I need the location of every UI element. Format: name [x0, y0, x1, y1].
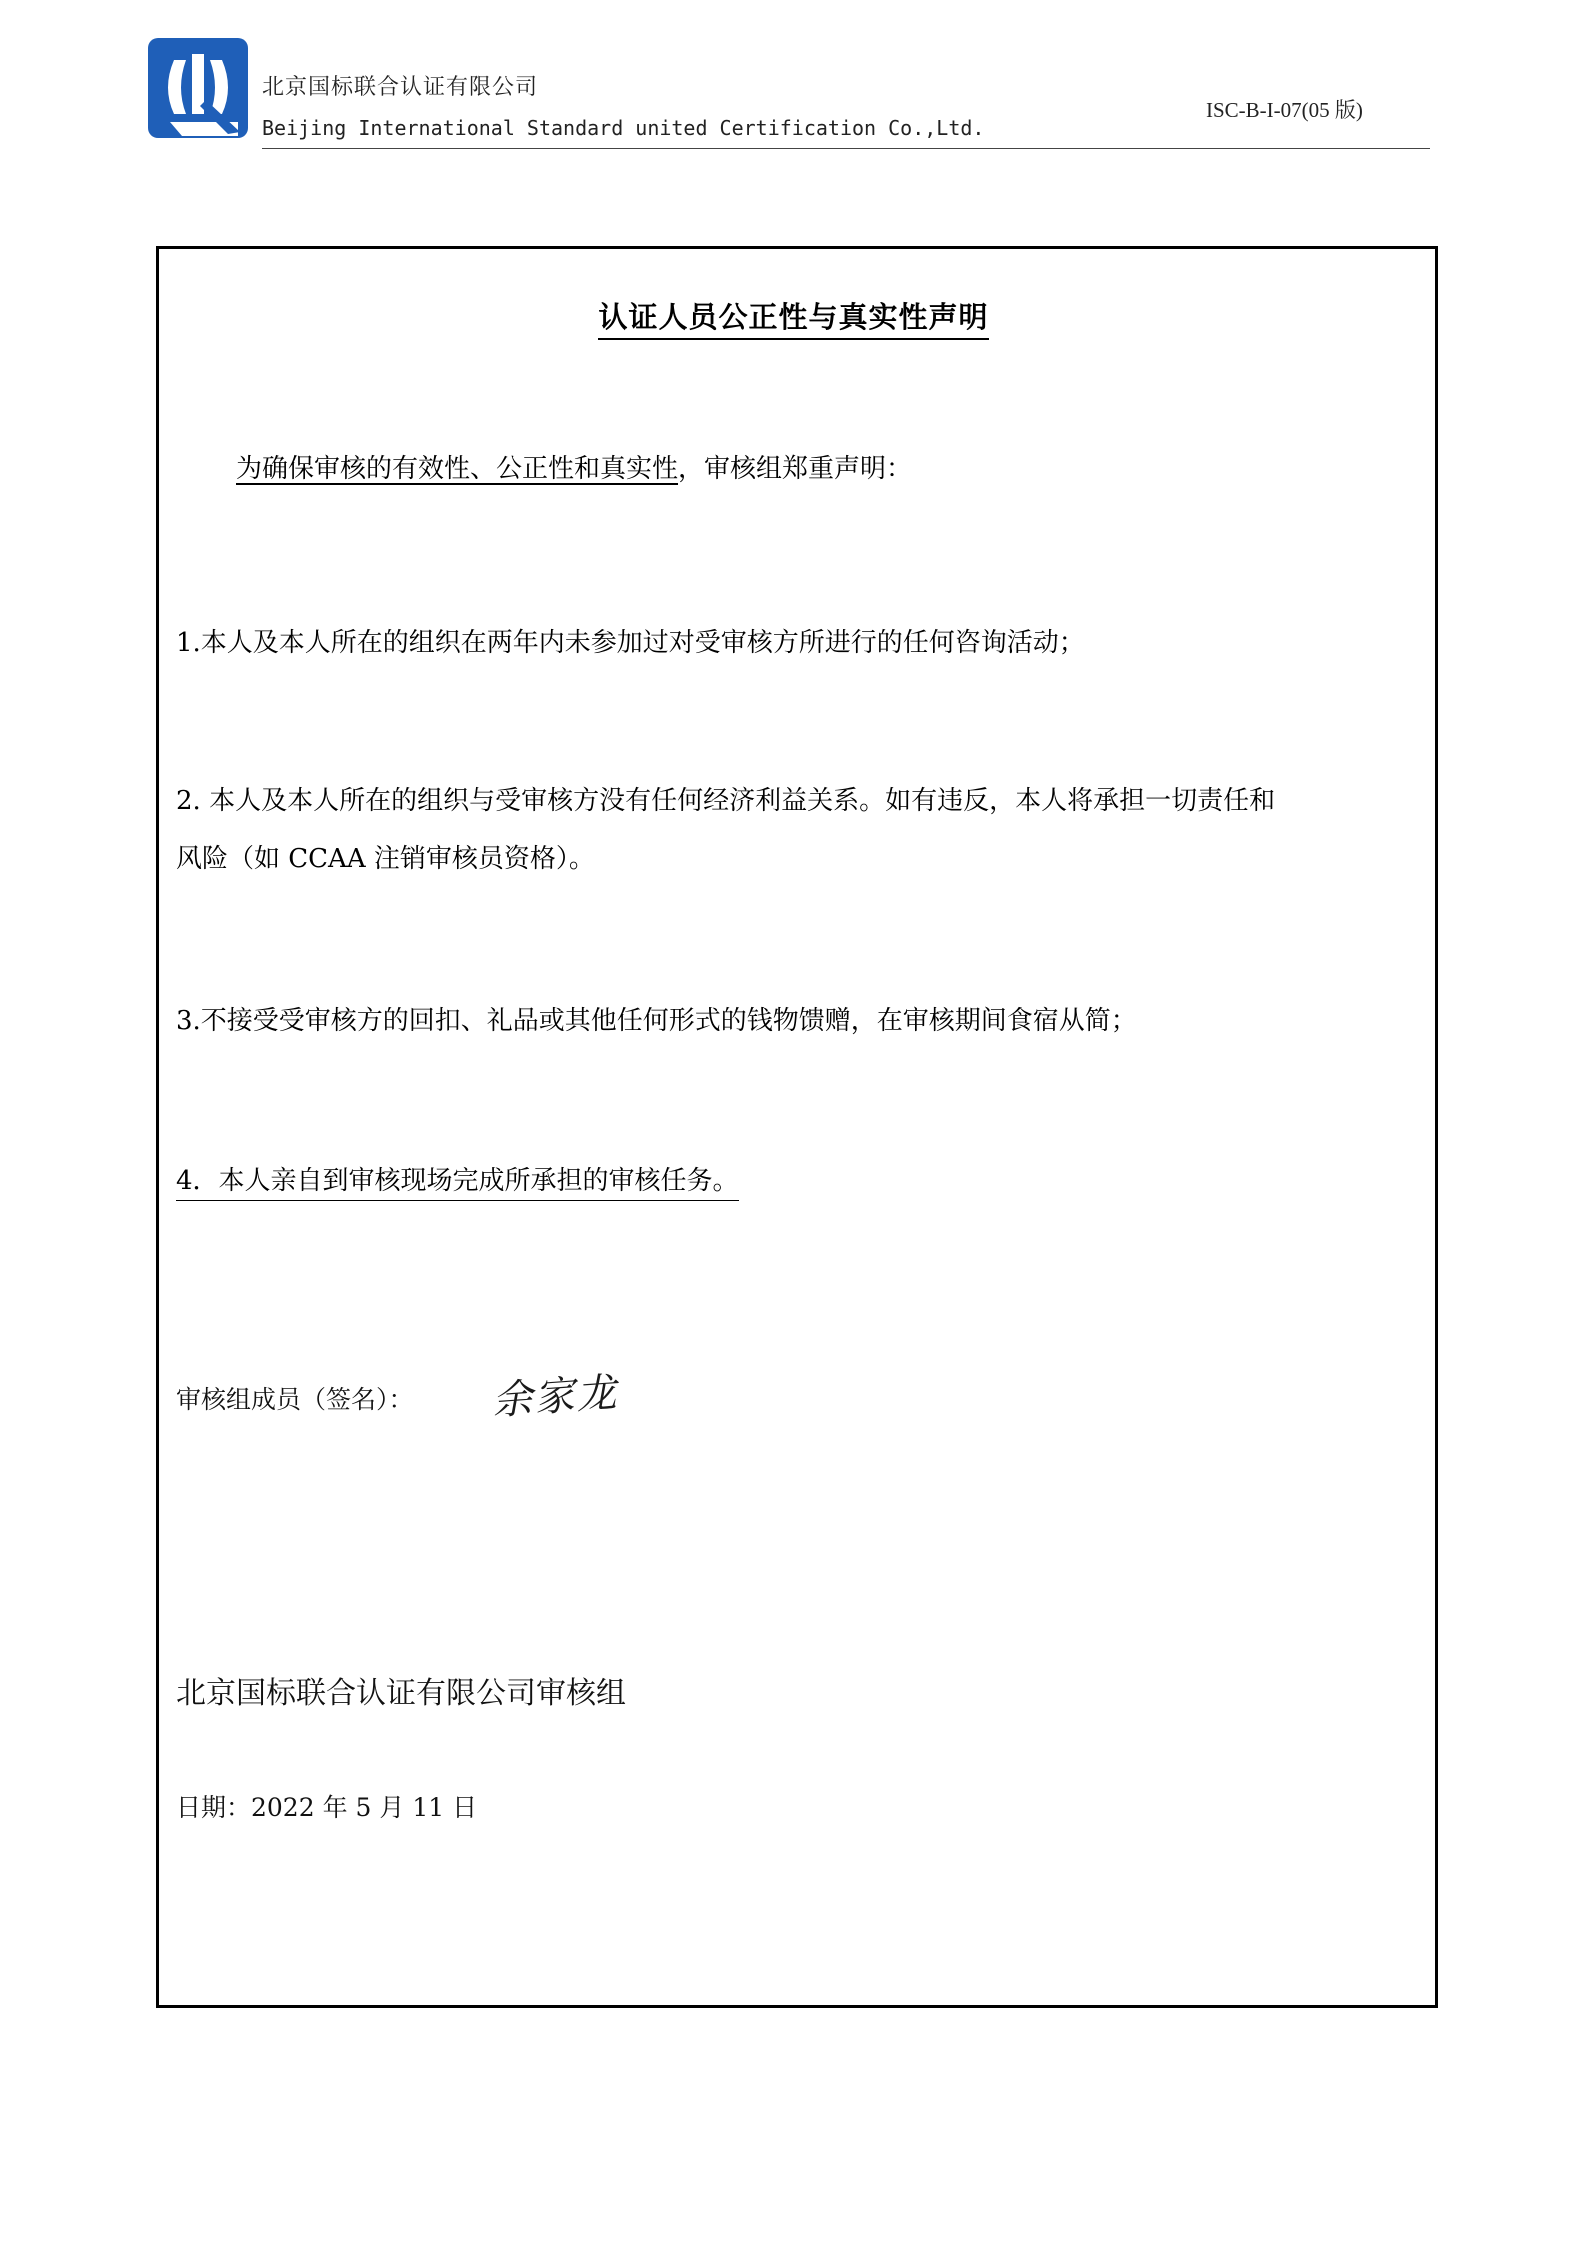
company-name-cn: 北京国标联合认证有限公司 [262, 75, 539, 100]
company-logo-icon [146, 36, 250, 140]
declaration-item-4-text: 4．本人亲自到审核现场完成所承担的审核任务。 [176, 1166, 739, 1201]
handwritten-signature: 余家龙 [490, 1369, 620, 1425]
signature-label: 审核组成员（签名）： [176, 1385, 414, 1414]
audit-team-name: 北京国标联合认证有限公司审核组 [176, 1676, 626, 1711]
document-code: ISC-B-I-07(05 版) [1206, 98, 1363, 122]
document-title [0, 295, 1587, 336]
intro-underlined-text: 为确保审核的有效性、公正性和真实性 [236, 454, 679, 484]
declaration-item-2-line-1: 2. 本人及本人所在的组织与受审核方没有任何经济利益关系。如有违反，本人将承担一切责任和 [176, 786, 1276, 816]
declaration-item-3: 3.不接受受审核方的回扣、礼品或其他任何形式的钱物馈赠，在审核期间食宿从简； [176, 1006, 1137, 1036]
declaration-frame [156, 246, 1438, 2008]
company-name-en: Beijing International Standard united Certification Co.,Ltd. [262, 116, 985, 140]
declaration-item-2-line-2: 风险（如 CCAA 注销审核员资格）。 [176, 844, 595, 874]
intro-rest-text: ，审核组郑重声明： [678, 454, 913, 484]
declaration-item-4 [176, 1160, 739, 1197]
intro-paragraph [236, 448, 912, 485]
declaration-date: 日期：2022 年 5 月 11 日 [176, 1793, 478, 1822]
document-title-text: 认证人员公正性与真实性声明 [598, 300, 988, 340]
header-divider [262, 148, 1430, 149]
declaration-item-1: 1.本人及本人所在的组织在两年内未参加过对受审核方所进行的任何咨询活动； [176, 628, 1085, 658]
